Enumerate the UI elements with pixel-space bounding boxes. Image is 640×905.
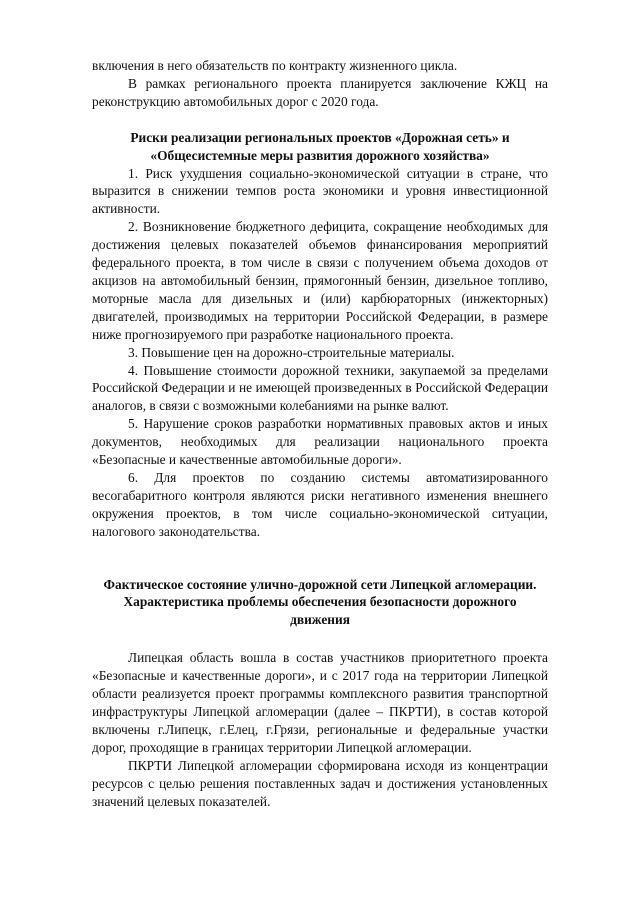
risks-list	[92, 165, 548, 541]
lipetsk-paragraph-1: Липецкая область вошла в состав участников приоритетного проекта «Безопасные и качественные дороги», и с 2017 года на территории Липецкой области реализуется проект программы комплексного развития транспортной инфраструктуры Липецкой агломерации (далее – ПКРТИ), в состав которой включены г.Липецк, г.Елец, г.Грязи, региональные и федеральные участки дорог, проходящие в границах территории Липецкой агломерации.	[92, 650, 548, 755]
risk-item-4: 4. Повышение стоимости дорожной техники, закупаемой за пределами Российской Федерации и не имеющей произведенных в Российской Федерации аналогов, в связи с возможными колебаниями на рынке валют.	[92, 362, 548, 414]
risk-item-5: 5. Нарушение сроков разработки нормативных правовых актов и иных документов, необходимых для реализации национального проекта «Безопасные и качественные автомобильные дороги».	[92, 416, 548, 468]
risks-heading	[92, 129, 548, 165]
road-network-heading-line-1: Фактическое состояние улично-дорожной сети Липецкой агломерации.	[103, 576, 537, 592]
risks-heading-line-1: Риски реализации региональных проектов «Дорожная сеть» и	[130, 129, 510, 145]
lipetsk-paragraph-2: ПКРТИ Липецкой агломерации сформирована исходя из концентрации ресурсов с целью решения поставленных задач и достижения установленных значений целевых показателей.	[92, 757, 548, 809]
continuation-paragraph: включения в него обязательств по контракту жизненного цикла.	[92, 58, 458, 73]
document-body	[92, 57, 548, 810]
risk-item-3: 3. Повышение цен на дорожно-строительные материалы.	[128, 344, 455, 360]
road-network-heading	[92, 576, 548, 630]
regional-plan-paragraph: В рамках регионального проекта планируется заключение КЖЦ на реконструкцию автомобильных дорог с 2020 года.	[92, 75, 548, 109]
risk-item-6: 6. Для проектов по созданию системы автоматизированного весогабаритного контроля являются риски негативного изменения внешнего окружения проектов, в том числе социально-экономической ситуации, налогового законодательства.	[92, 469, 548, 539]
road-network-heading-line-3: движения	[290, 612, 350, 628]
road-network-heading-line-2: Характеристика проблемы обеспечения безопасности дорожного	[123, 594, 517, 610]
risk-item-2: 2. Возникновение бюджетного дефицита, сокращение необходимых для достижения целевых показателей объемов финансирования мероприятий федерального проекта, в том числе в связи с получением объема доходов от акцизов на автомобильный бензин, прямогонный бензин, дизельное топливо, моторные масла для дизельных и (или) карбюраторных (инжекторных) двигателей, производимых на территории Российской Федерации, в размере ниже прогнозируемого при разработке национального проекта.	[92, 219, 548, 342]
risk-item-1: 1. Риск ухудшения социально-экономической ситуации в стране, что выразится в снижении темпов роста экономики и уровня инвестиционной активности.	[92, 165, 548, 217]
risks-heading-line-2: «Общесистемные меры развития дорожного хозяйства»	[150, 147, 490, 163]
